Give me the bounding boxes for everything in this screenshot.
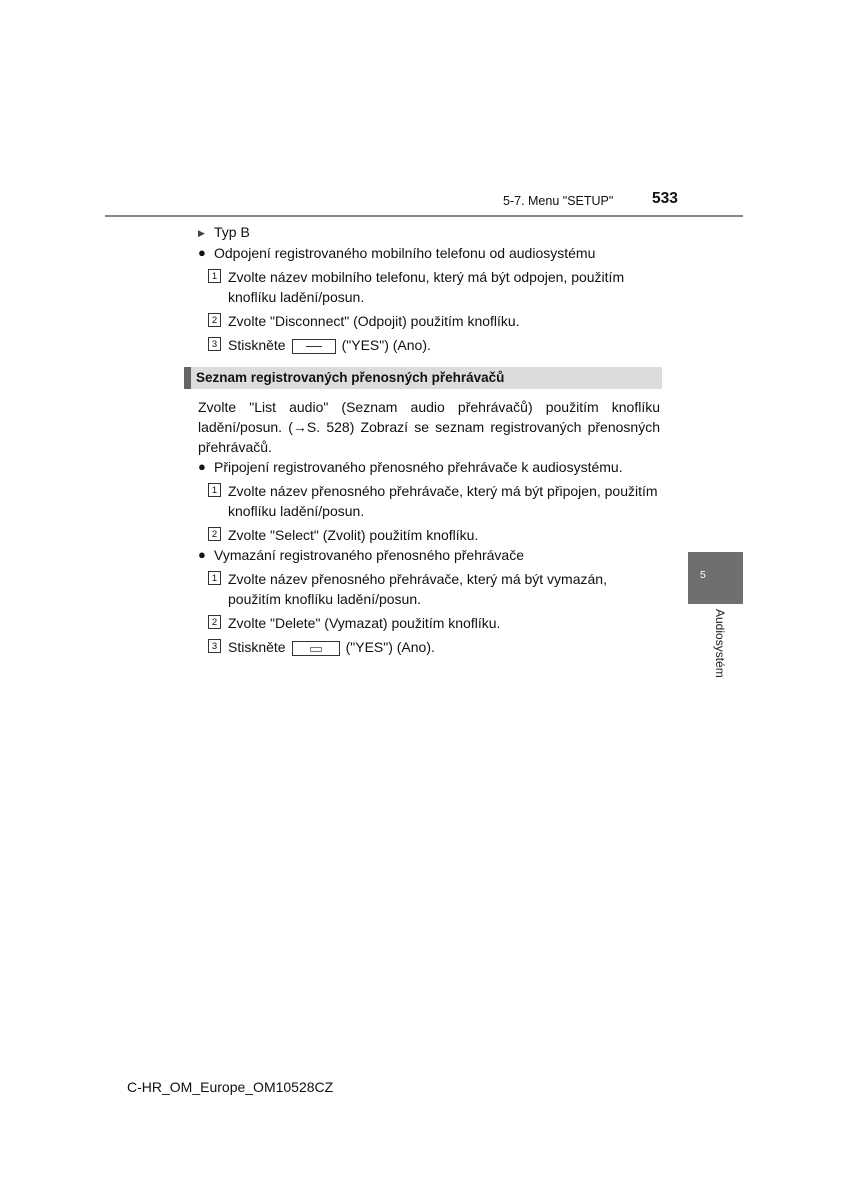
chapter-tab <box>688 552 743 604</box>
step-item <box>198 267 660 307</box>
step-item <box>198 569 660 609</box>
step-number: 2 <box>208 615 221 629</box>
bullet-text: Vymazání registrovaného přenosného přehrávače <box>214 547 525 563</box>
bullet-text: Připojení registrovaného přenosného přehrávače k audiosystému. <box>214 459 623 475</box>
black-circle-icon: ● <box>198 459 206 474</box>
step-item <box>198 335 660 355</box>
document-code: C-HR_OM_Europe_OM10528CZ <box>127 1079 334 1095</box>
section-title: 5-7. Menu "SETUP" <box>503 194 614 208</box>
step-number: 1 <box>208 483 221 497</box>
step-text: Zvolte "Delete" (Vymazat) použitím knoflíku. <box>228 615 501 631</box>
dash-button-icon <box>292 339 336 354</box>
step-number: 3 <box>208 337 221 351</box>
step-text: Zvolte název mobilního telefonu, který má být odpojen, použitím knoflíku ladění/posun. <box>228 269 625 305</box>
header-divider <box>105 215 743 217</box>
section-heading: Seznam registrovaných přenosných přehrávačů <box>184 367 662 389</box>
chapter-number: 5 <box>700 569 706 581</box>
black-circle-icon: ● <box>198 245 206 260</box>
intro-paragraph: Zvolte "List audio" (Seznam audio přehrávačů) použitím knoflíku ladění/posun. (→S. 528) Zobrazí se seznam registrovaných přenosných přehrávačů. <box>198 399 660 455</box>
step-number: 2 <box>208 313 221 327</box>
step-text: Zvolte název přenosného přehrávače, který má být připojen, použitím knoflíku ladění/posun. <box>228 483 658 519</box>
step-item <box>198 637 660 657</box>
step-text: Zvolte "Select" (Zvolit) použitím knoflíku. <box>228 527 479 543</box>
step-text: Stiskněte <box>228 639 286 655</box>
page-number: 533 <box>652 190 678 207</box>
pill-button-icon <box>292 641 340 656</box>
main-content <box>198 222 660 657</box>
step-number: 1 <box>208 269 221 283</box>
step-item <box>198 481 660 521</box>
step-text: Zvolte název přenosného přehrávače, který má být vymazán, použitím knoflíku ladění/posun. <box>228 571 607 607</box>
bullet-text: Odpojení registrovaného mobilního telefonu od audiosystému <box>214 245 596 261</box>
type-b-marker <box>198 222 660 243</box>
step-text: Stiskněte <box>228 337 286 353</box>
step-item <box>198 525 660 545</box>
step-number: 3 <box>208 639 221 653</box>
step-number: 1 <box>208 571 221 585</box>
step-item <box>198 613 660 633</box>
type-b-label: Typ B <box>214 224 250 240</box>
bullet-item <box>198 457 660 477</box>
chapter-label: Audiosystém <box>713 609 727 678</box>
step-text: ("YES") (Ano). <box>345 639 435 655</box>
black-circle-icon: ● <box>198 547 206 562</box>
step-number: 2 <box>208 527 221 541</box>
triangle-right-icon: ▶ <box>198 228 205 238</box>
step-item <box>198 311 660 331</box>
step-text: ("YES") (Ano). <box>341 337 431 353</box>
step-text: Zvolte "Disconnect" (Odpojit) použitím knoflíku. <box>228 313 520 329</box>
bullet-item <box>198 545 660 565</box>
bullet-item <box>198 243 660 263</box>
